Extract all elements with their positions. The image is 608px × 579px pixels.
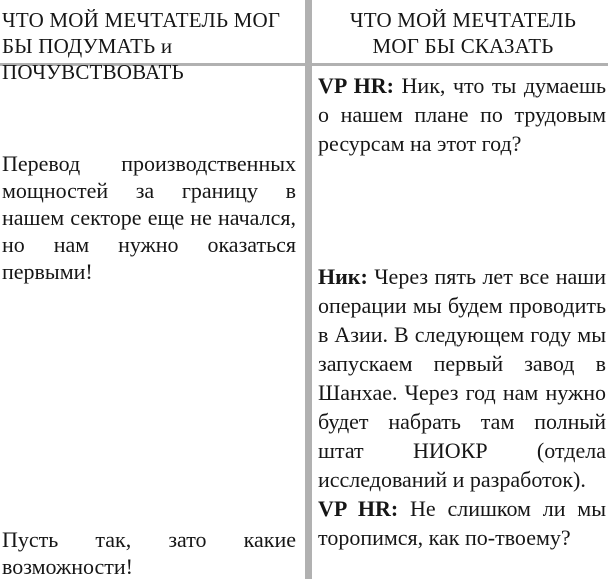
dialogue-text: Через пять лет все наши операции мы будем проводить в Азии. В следующем году мы запускаем первый завод в Шанхае. Через год нам нужно будет набрать там полный штат НИОКР (отдела исследований и разработок). bbox=[318, 264, 607, 492]
speaker-label: Ник: bbox=[318, 264, 368, 289]
dialogue-text: Не слишком ли мы торопимся, как по-твоему? bbox=[318, 496, 606, 550]
thought-paragraph-1: Перевод производственных мощностей за границу в нашем секторе еще не начался, но нам нужно оказаться первыми! bbox=[2, 151, 296, 284]
dialogue-line bbox=[318, 71, 606, 158]
speaker-label: VP HR: bbox=[318, 496, 399, 521]
right-column-header: ЧТО МОЙ МЕЧТАТЕЛЬ МОГ БЫ СКАЗАТЬ bbox=[349, 8, 577, 58]
dialogue-paragraph-1 bbox=[318, 71, 606, 158]
column-divider bbox=[305, 0, 312, 579]
thought-paragraph-2: Пусть так, зато какие возможности! bbox=[2, 527, 296, 579]
dialogue-line bbox=[318, 262, 606, 494]
dialogue-paragraphs-2-3 bbox=[318, 262, 606, 552]
speaker-label: VP HR: bbox=[318, 73, 394, 98]
dialogue-line bbox=[318, 494, 606, 552]
dialogue-text: Ник, что ты думаешь о нашем плане по трудовым ресурсам на этот год? bbox=[318, 73, 606, 156]
left-column-header: ЧТО МОЙ МЕЧТАТЕЛЬ МОГ БЫ ПОДУМАТЬ и ПОЧУВСТВОВАТЬ bbox=[2, 8, 281, 84]
